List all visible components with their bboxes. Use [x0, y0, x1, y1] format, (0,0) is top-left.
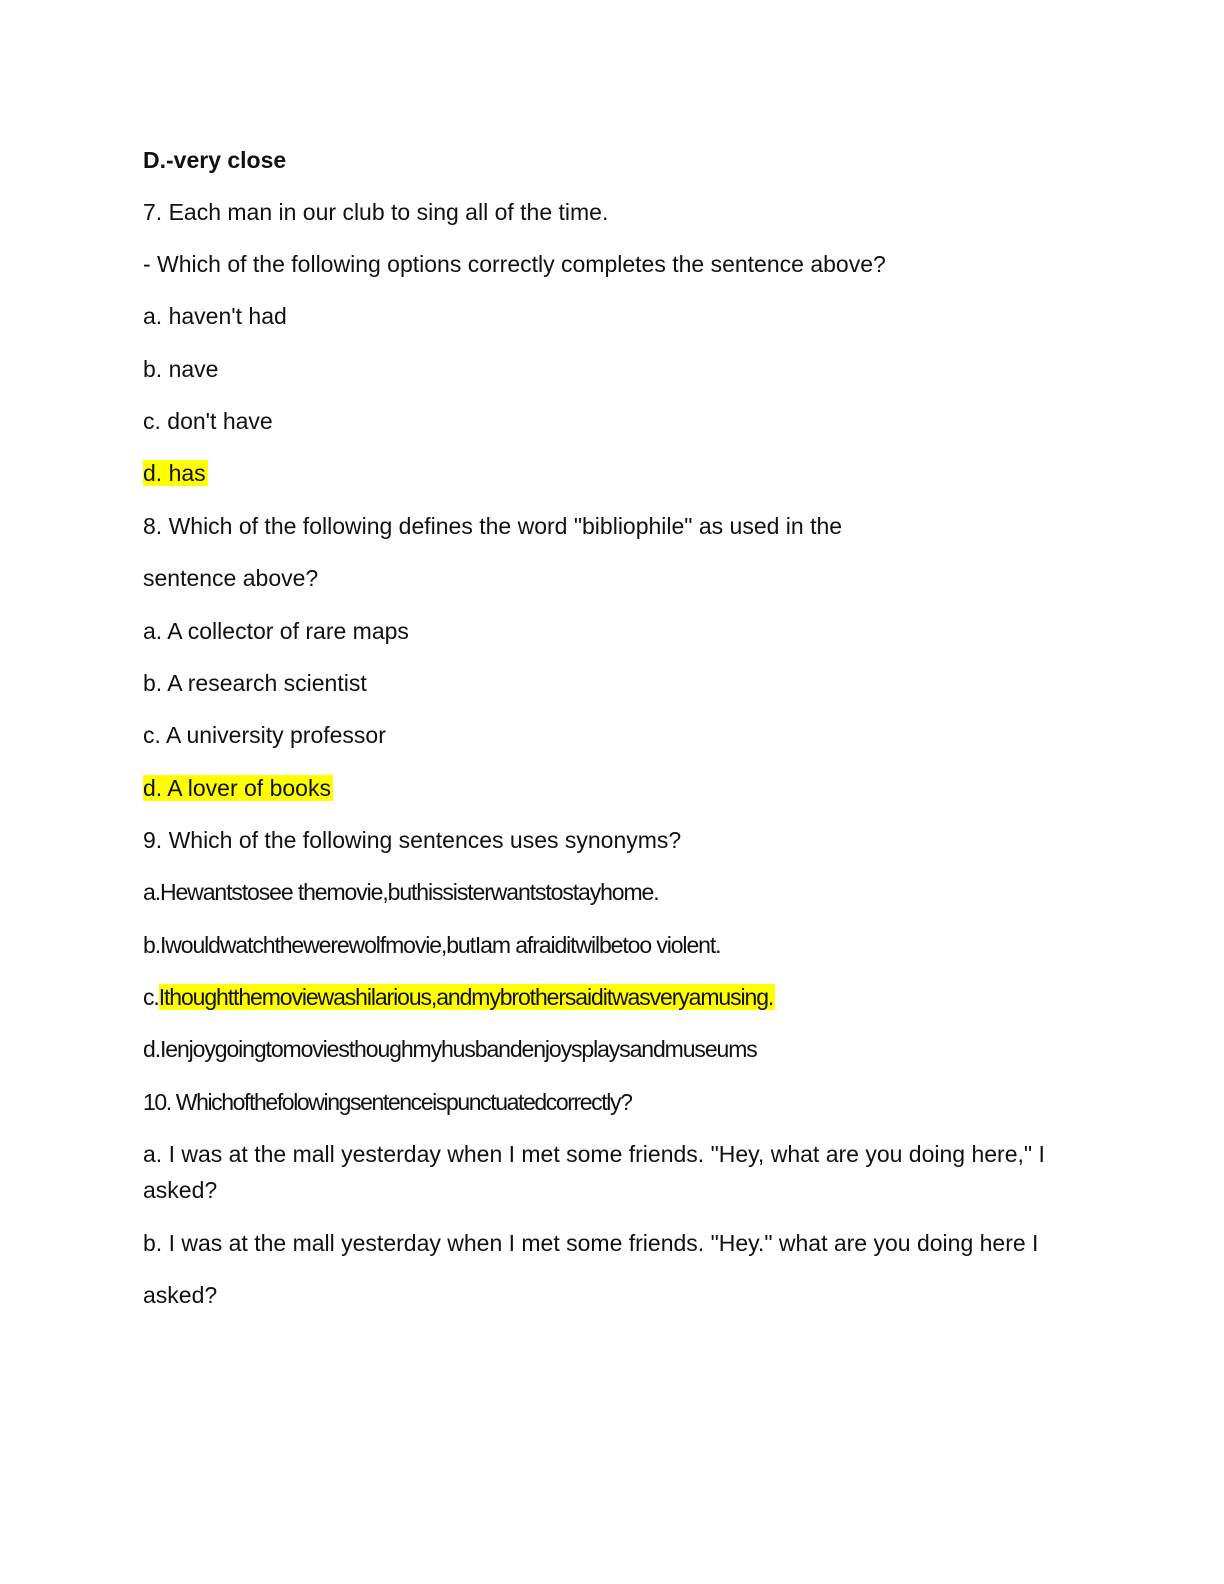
question-8-text: 8. Which of the following defines the word "bibliophile" as used in the: [143, 513, 843, 539]
question-10-option-b-line-1: b. I was at the mall yesterday when I met some friends. "Hey." what are you doing here I: [143, 1230, 1039, 1256]
question-8-option-d: [143, 770, 333, 806]
question-7-prompt: - Which of the following options correctly completes the sentence above?: [143, 251, 886, 277]
question-10-option-a-line-1: a. I was at the mall yesterday when I met some friends. "Hey, what are you doing here," I: [143, 1141, 1045, 1167]
question-10-option-a-line-2: asked?: [143, 1177, 218, 1203]
question-7-option-d: [143, 455, 208, 491]
previous-answer-line: D.-very close: [143, 147, 287, 173]
question-7-option-b: b. nave: [143, 356, 219, 382]
question-9-option-c: [143, 979, 775, 1015]
highlighted-answer: d. A lover of books: [143, 775, 331, 801]
question-8-option-b: b. A research scientist: [143, 670, 367, 696]
question-7-option-a: a. haven't had: [143, 303, 287, 329]
question-9-option-d: d.Ienjoygoingtomoviesthoughmyhusbandenjoysplaysandmuseums: [143, 1036, 757, 1062]
question-10-option-b-line-2: asked?: [143, 1282, 218, 1308]
question-8-option-a: a. A collector of rare maps: [143, 618, 409, 644]
question-7-option-c: c. don't have: [143, 408, 273, 434]
highlighted-answer: d. has: [143, 460, 206, 486]
question-9-option-a: a.Hewantstosee themovie,buthissisterwantstostayhome.: [143, 879, 659, 905]
question-8-text-continued: sentence above?: [143, 565, 319, 591]
option-prefix: c.: [143, 984, 159, 1010]
question-9-text: 9. Which of the following sentences uses synonyms?: [143, 827, 682, 853]
question-8-option-c: c. A university professor: [143, 722, 386, 748]
question-10-text: 10. Whichofthefolowingsentenceispunctuatedcorrectly?: [143, 1089, 632, 1115]
question-9-option-b: b.Iwouldwatchthewerewolfmovie,butIam afraiditwilbetoo violent.: [143, 932, 721, 958]
highlighted-answer: Ithoughtthemoviewashilarious,andmybrothersaiditwasveryamusing.: [158, 984, 774, 1010]
question-7-text: 7. Each man in our club to sing all of the time.: [143, 199, 609, 225]
